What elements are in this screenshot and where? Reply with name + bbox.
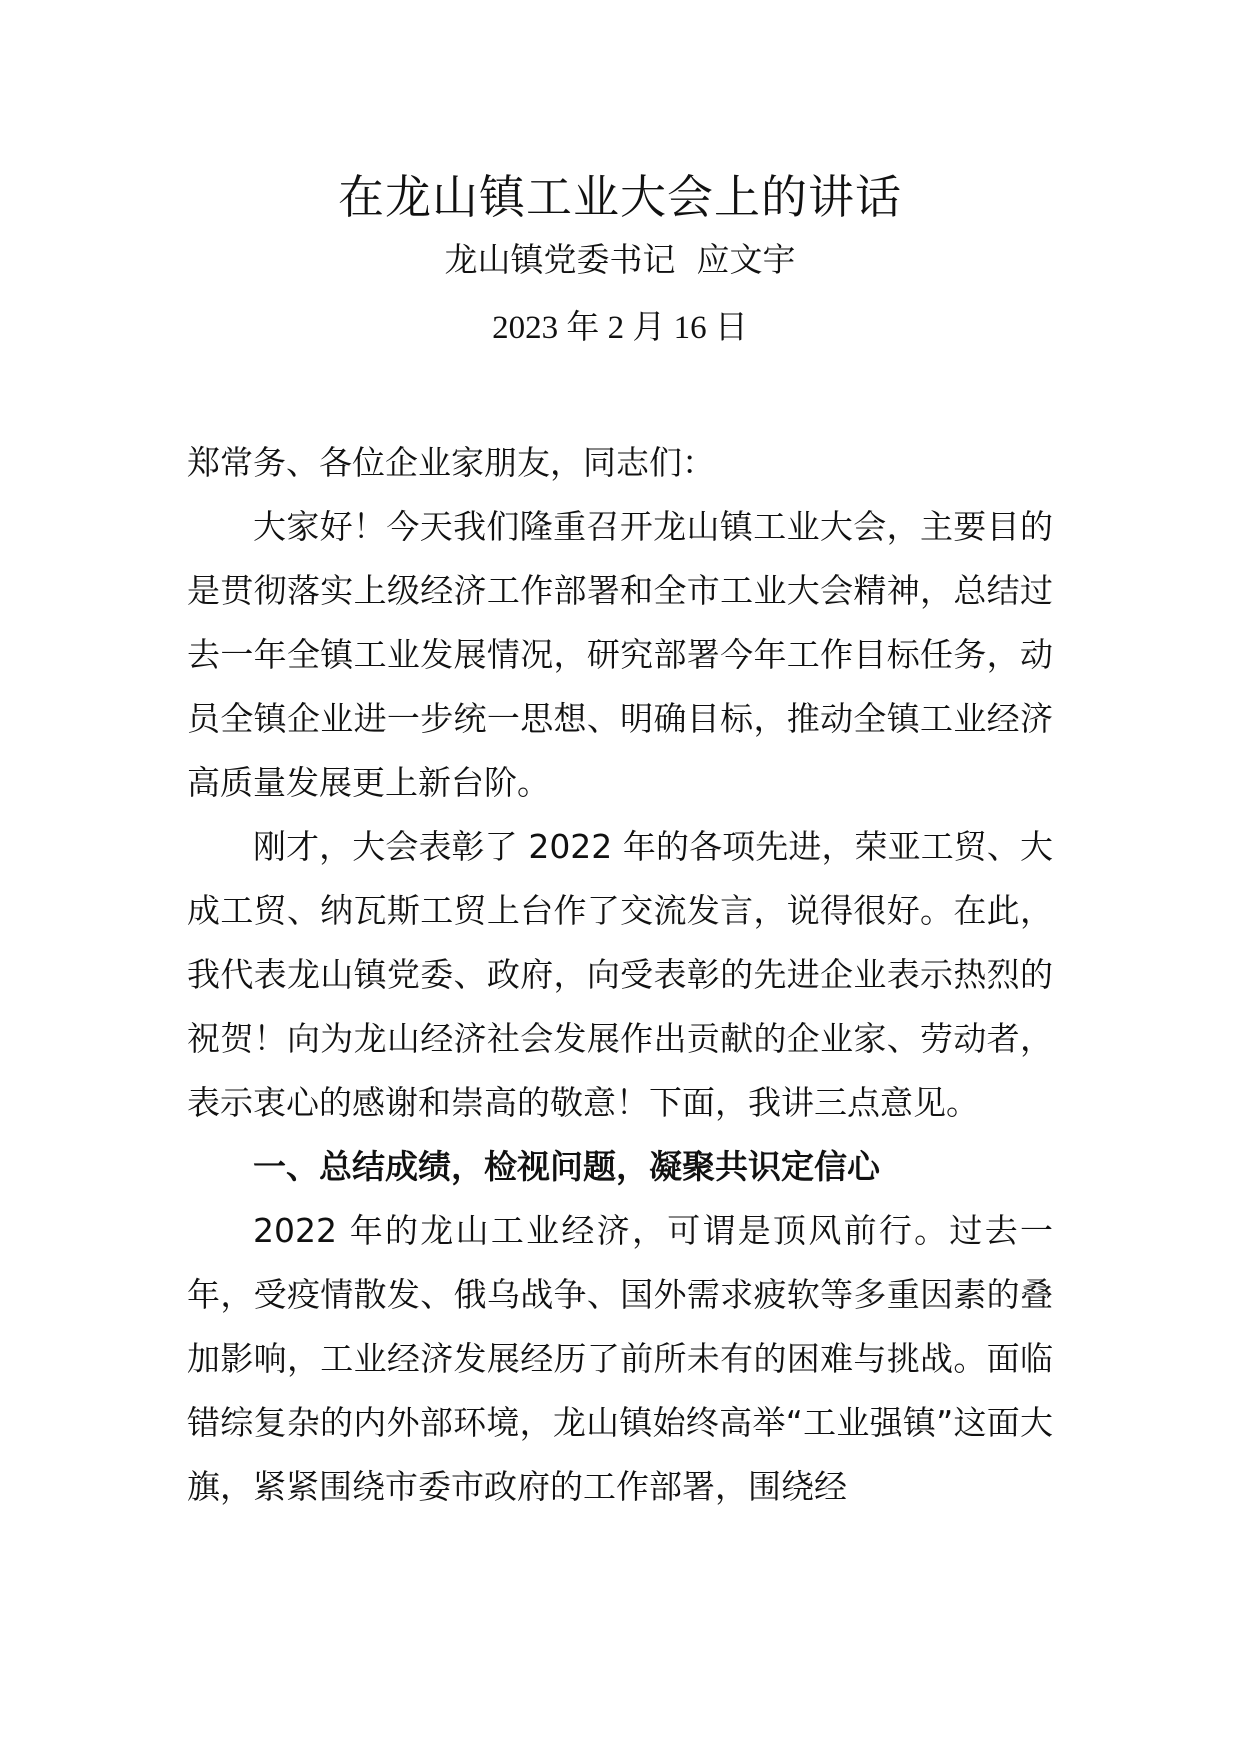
body-paragraph-2: 刚才，大会表彰了 2022 年的各项先进，荣亚工贸、大成工贸、纳瓦斯工贸上台作了交流发言，说得很好。在此，我代表龙山镇党委、政府，向受表彰的先进企业表示热烈的祝贺！向为龙山经济社会发展作出贡献的企业家、劳动者，表示衷心的感谢和崇高的敬意！下面，我讲三点意见。 [187,827,1053,1122]
salutation: 郑常务、各位企业家朋友，同志们： [187,443,715,482]
section-heading-1: 一、总结成绩，检视问题，凝聚共识定信心 [253,1147,880,1186]
document-body [187,431,1053,1519]
speech-date: 2023 年 2 月 16 日 [492,310,748,346]
speaker-line: 龙山镇党委书记 应文宇 [444,240,796,279]
body-paragraph-1: 大家好！今天我们隆重召开龙山镇工业大会，主要目的是贯彻落实上级经济工作部署和全市工业大会精神，总结过去一年全镇工业发展情况，研究部署今年工作目标任务，动员全镇企业进一步统一思想、明确目标，推动全镇工业经济高质量发展更上新台阶。 [187,507,1053,802]
document-title: 在龙山镇工业大会上的讲话 [338,170,902,224]
section-paragraph-1: 2022 年的龙山工业经济，可谓是顶风前行。过去一年，受疫情散发、俄乌战争、国外需求疲软等多重因素的叠加影响，工业经济发展经历了前所未有的困难与挑战。面临错综复杂的内外部环境，龙山镇始终高举“工业强镇”这面大旗，紧紧围绕市委市政府的工作部署，围绕经 [187,1211,1053,1506]
